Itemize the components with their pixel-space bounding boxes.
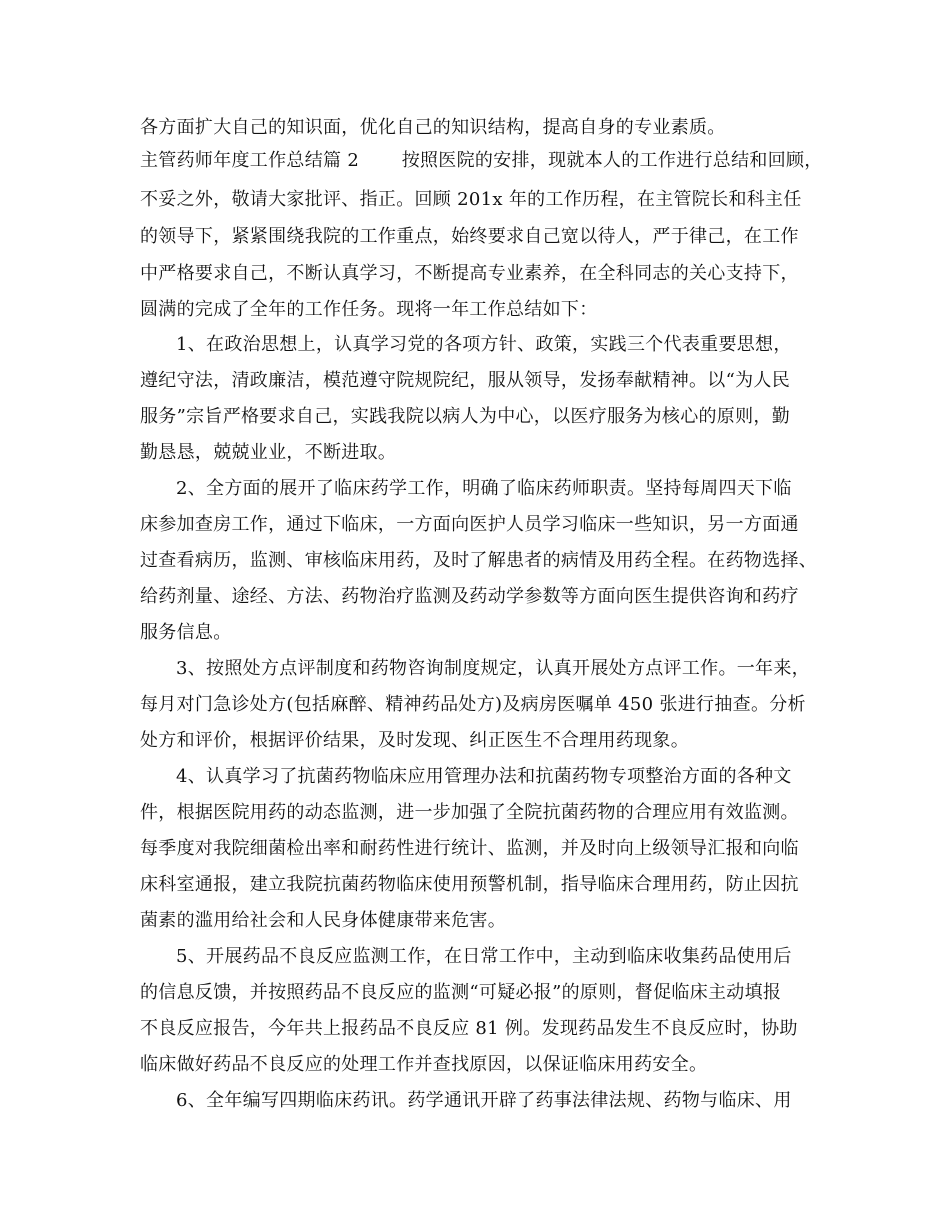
paragraph-start-line: 6、全年编写四期临床药讯。药学通讯开辟了药事法律法规、药物与临床、用 — [176, 1090, 792, 1111]
text-line: 各方面扩大自己的知识面，优化自己的知识结构，提高自身的专业素质。 — [140, 117, 726, 138]
text-line: 菌素的滥用给社会和人民身体健康带来危害。 — [140, 910, 506, 931]
text-line: 勤恳恳，兢兢业业，不断进取。 — [140, 442, 397, 463]
text-line: 临床做好药品不良反应的处理工作并查找原因，以保证临床用药安全。 — [140, 1054, 708, 1075]
text-line: 的领导下，紧紧围绕我院的工作重点，始终要求自己宽以待人，严于律己，在工作 — [140, 226, 799, 247]
text-line: 每季度对我院细菌检出率和耐药性进行统计、监测，并及时向上级领导汇报和向临 — [140, 838, 799, 859]
paragraph-start-line: 1、在政治思想上，认真学习党的各项方针、政策，实践三个代表重要思想， — [176, 334, 792, 355]
text-line: 过查看病历，监测、审核临床用药，及时了解患者的病情及用药全程。在药物选择、 — [140, 550, 818, 571]
text-line: 给药剂量、途经、方法、药物治疗监测及药动学参数等方面向医生提供咨询和药疗 — [140, 586, 799, 607]
text-line: 不妥之外，敬请大家批评、指正。回顾 201x 年的工作历程，在主管院长和科主任 — [140, 189, 802, 210]
text-line: 件，根据医院用药的动态监测，进一步加强了全院抗菌药物的合理应用有效监测。 — [140, 802, 799, 823]
paragraph-start-line: 3、按照处方点评制度和药物咨询制度规定，认真开展处方点评工作。一年来， — [176, 658, 810, 679]
text-line: 的信息反馈，并按照药品不良反应的监测“可疑必报”的原则，督促临床主动填报 — [140, 982, 782, 1003]
paragraph-start-line: 2、全方面的展开了临床药学工作，明确了临床药师职责。坚持每周四天下临 — [176, 478, 792, 499]
text-line: 中严格要求自己，不断认真学习，不断提高专业素养，在全科同志的关心支持下， — [140, 263, 799, 284]
text-line: 遵纪守法，清政廉洁，模范遵守院规院纪，服从领导，发扬奉献精神。以“为人民 — [140, 370, 790, 391]
text-line: 服务”宗旨严格要求自己，实践我院以病人为中心，以医疗服务为核心的原则，勤 — [140, 406, 790, 427]
text-line: 每月对门急诊处方(包括麻醉、精神药品处方)及病房医嘱单 450 张进行抽查。分析 — [140, 694, 806, 715]
text-line: 圆满的完成了全年的工作任务。现将一年工作总结如下： — [140, 299, 598, 320]
text-line: 不良反应报告，今年共上报药品不良反应 81 例。发现药品发生不良反应时，协助 — [140, 1018, 798, 1039]
text-line: 床科室通报，建立我院抗菌药物临床使用预警机制，指导临床合理用药，防止因抗 — [140, 874, 799, 895]
text-line: 床参加查房工作，通过下临床，一方面向医护人员学习临床一些知识，另一方面通 — [140, 514, 799, 535]
section-heading-line: 主管药师年度工作总结篇 2 按照医院的安排，现就本人的工作进行总结和回顾， — [140, 150, 823, 171]
text-line: 处方和评价，根据评价结果，及时发现、纠正医生不合理用药现象。 — [140, 730, 689, 751]
paragraph-start-line: 4、认真学习了抗菌药物临床应用管理办法和抗菌药物专项整治方面的各种文 — [176, 766, 792, 787]
text-line: 服务信息。 — [140, 622, 232, 643]
paragraph-start-line: 5、开展药品不良反应监测工作，在日常工作中，主动到临床收集药品使用后 — [176, 946, 792, 967]
